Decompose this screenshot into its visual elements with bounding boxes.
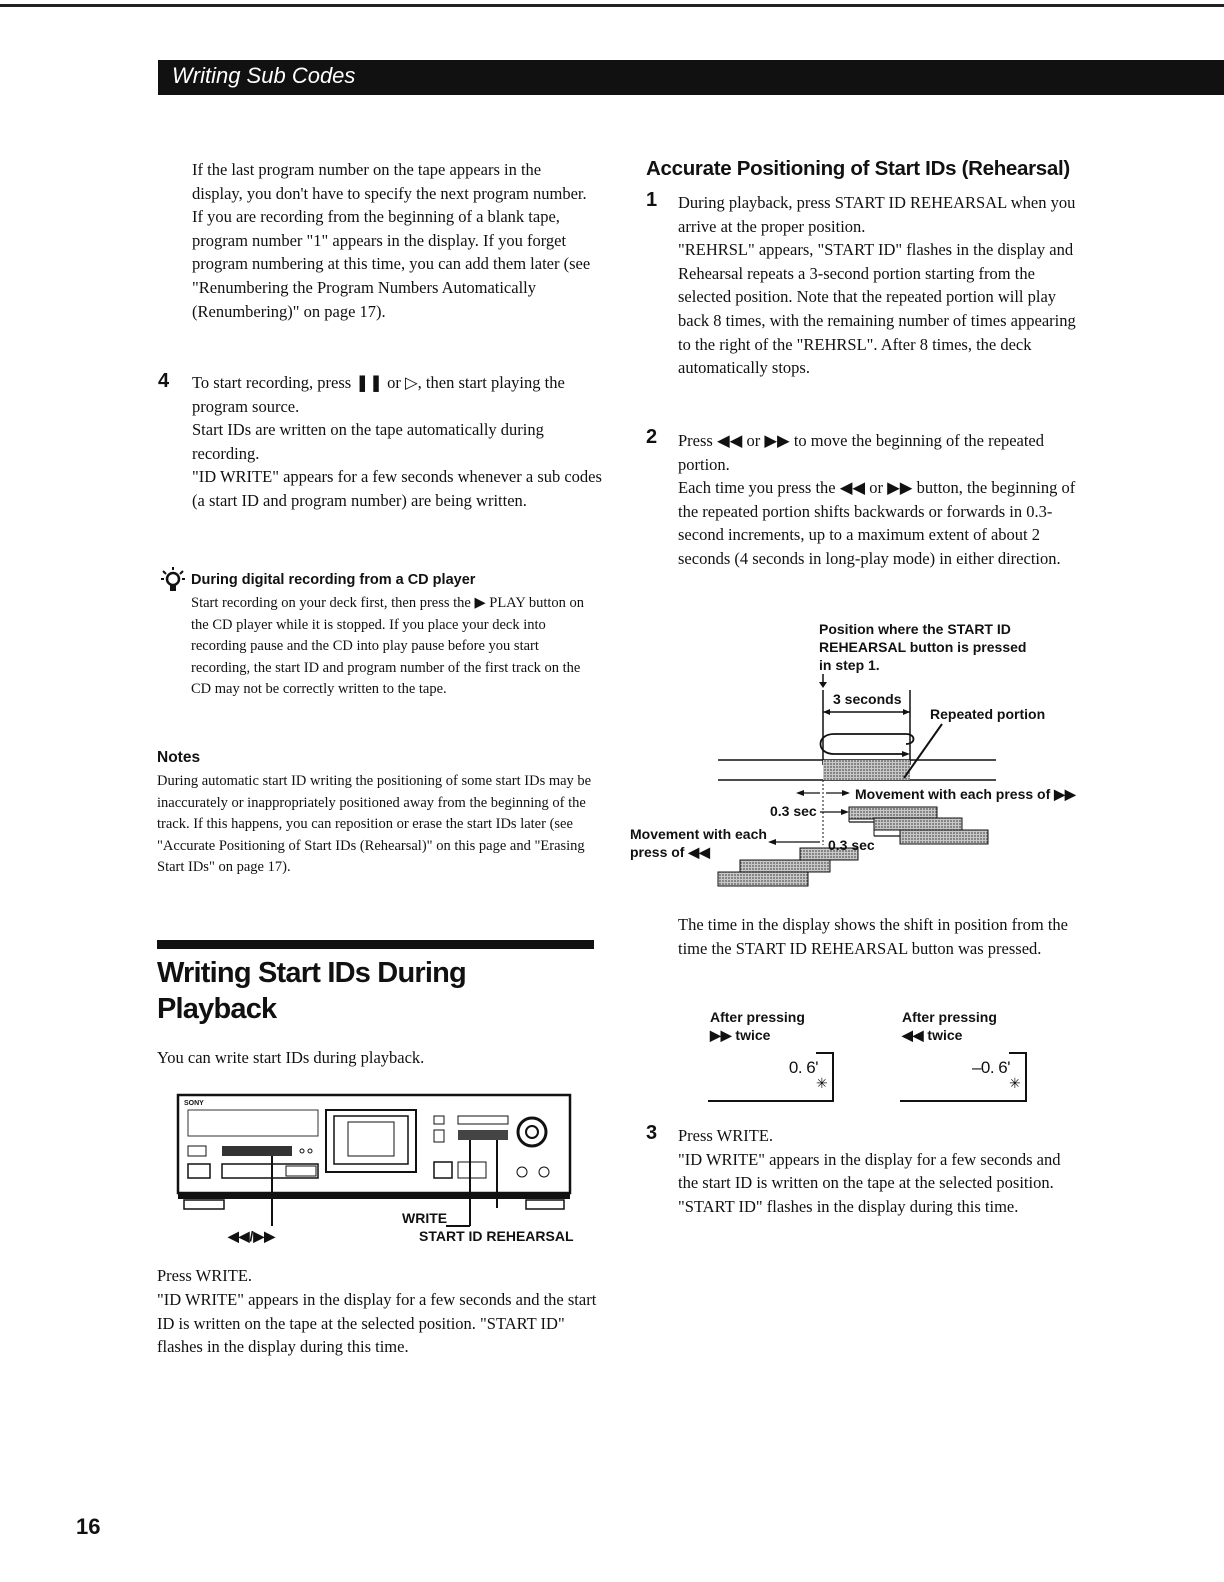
step-number: 4 (158, 370, 170, 392)
time-shift-text: The time in the display shows the shift in position from the time the START ID REHEARSAL button was pressed. (678, 915, 1068, 958)
start-id-rehearsal-label: START ID REHEARSAL (419, 1228, 574, 1244)
step-1-text (678, 191, 1088, 380)
heading-line: Playback (157, 993, 277, 1025)
label-line: press of ◀◀ (630, 844, 710, 860)
step-number: 2 (646, 426, 658, 448)
section-intro: You can write start IDs during playback. (157, 1048, 425, 1067)
movement-rew-label (630, 825, 767, 861)
press-write: Press WRITE. (157, 1266, 253, 1285)
step-2-text (678, 429, 1078, 571)
label-line: ◀◀ twice (902, 1027, 963, 1043)
three-seconds-label: 3 seconds (833, 691, 902, 707)
shift-seconds-label: 0.3 sec (770, 803, 817, 819)
deck-brand: SONY (184, 1100, 204, 1107)
tip-title: During digital recording from a CD player (191, 572, 476, 588)
section-title: Writing Sub Codes (172, 63, 356, 88)
lightbulb-icon (160, 566, 186, 596)
step-number: 3 (646, 1122, 658, 1144)
label-line: Movement with each (630, 826, 767, 842)
step-line: "REHRSL" appears, "START ID" flashes in the display and Rehearsal repeats a 3-second portion starting from the selected position. Note that the repeated portion will play back 8 times, with the remaining number of times appearing to the right of the "REHRSL". After 8 times, the deck automatically stops. (678, 240, 1076, 378)
section-heading (157, 955, 466, 1027)
notes-text: During automatic start ID writing the positioning of some start IDs may be inaccurately or inappropriately positioned away from the beginning of the track. If this happens, you can reposition or erase the start IDs later (see "Accurate Positioning of Start IDs (Rehearsal)" on this page and "Erasing Start IDs" on page 17). (157, 773, 592, 875)
display-value: 0. 6' (788, 1058, 818, 1077)
shift-seconds-label: 0.3 sec (828, 837, 875, 853)
repeated-portion-label: Repeated portion (930, 706, 1046, 722)
page-number: 16 (76, 1514, 101, 1539)
label-line: After pressing (710, 1009, 805, 1025)
display-example (900, 1052, 1027, 1100)
intro-paragraph: If the last program number on the tape appears in the display, you don't have to specify the next program number. If you are recording from the beginning of a blank tape, program number "1" appears in the display. If you forget program numbering at this time, you can add them later (see "Renumbering the Program Numbers Automatically (Renumbering)" on page 17). (192, 160, 591, 321)
step-line: Press WRITE. (678, 1126, 774, 1145)
display-value: –0. 6' (971, 1058, 1010, 1077)
step-line: Press ◀◀ or ▶▶ to move the beginning of the repeated portion. (678, 431, 1045, 474)
section-rule (157, 940, 594, 949)
step-line: Start IDs are written on the tape automatically during recording. (192, 420, 544, 463)
top-rule (0, 4, 1224, 7)
step-number: 1 (646, 189, 658, 211)
label-line: After pressing (902, 1009, 997, 1025)
display-example (708, 1052, 834, 1100)
step-line: "ID WRITE" appears in the display for a few seconds and the start ID is written on the tape at the selected position. "START ID" flashes in the display during this time. (678, 1149, 1061, 1216)
tip-text: Start recording on your deck first, then press the ▶ PLAY button on the CD player while it is stopped. If you place your deck into recording pause and the CD into play pause before you start recording, the start ID and program number of the first track on the CD may not be correctly written to the tape. (191, 595, 585, 697)
display-example-label (710, 1008, 805, 1044)
rehearsal-heading: Accurate Positioning of Start IDs (Rehearsal) (646, 157, 1070, 180)
skip-buttons-label: ◀◀/▶▶ (228, 1228, 275, 1244)
write-result-text: "ID WRITE" appears in the display for a few seconds and the start ID is written on the tape at the selected position. "START ID" flashes in the display during this time. (157, 1290, 597, 1357)
display-example-label (902, 1008, 997, 1044)
step-line: During playback, press START ID REHEARSAL when you arrive at the proper position. (678, 193, 1076, 236)
position-label: Position where the START ID REHEARSAL button is pressed in step 1. (819, 621, 1027, 673)
step-line: Each time you press the ◀◀ or ▶▶ button, the beginning of the repeated portion shifts backwards or forwards in 0.3-second increments, up to a maximum extent of about 2 seconds (4 seconds in long-play mode) in either direction. (678, 478, 1076, 568)
step-line: To start recording, press ❚❚ or ▷, then start playing the program source. (192, 373, 565, 416)
flash-icon: ✳ (816, 1077, 828, 1092)
step-4-text (192, 371, 602, 513)
section-banner (158, 60, 1224, 95)
flash-icon: ✳ (1009, 1077, 1021, 1092)
notes-title: Notes (157, 749, 201, 766)
step-line: "ID WRITE" appears for a few seconds whenever a sub codes (a start ID and program number) are being written. (192, 467, 602, 510)
heading-line: Writing Start IDs During (157, 957, 466, 989)
step-3-text (678, 1124, 1083, 1218)
label-line: ▶▶ twice (710, 1027, 771, 1043)
movement-ff-label: Movement with each press of ▶▶ (855, 786, 1076, 802)
write-label: WRITE (402, 1210, 448, 1226)
